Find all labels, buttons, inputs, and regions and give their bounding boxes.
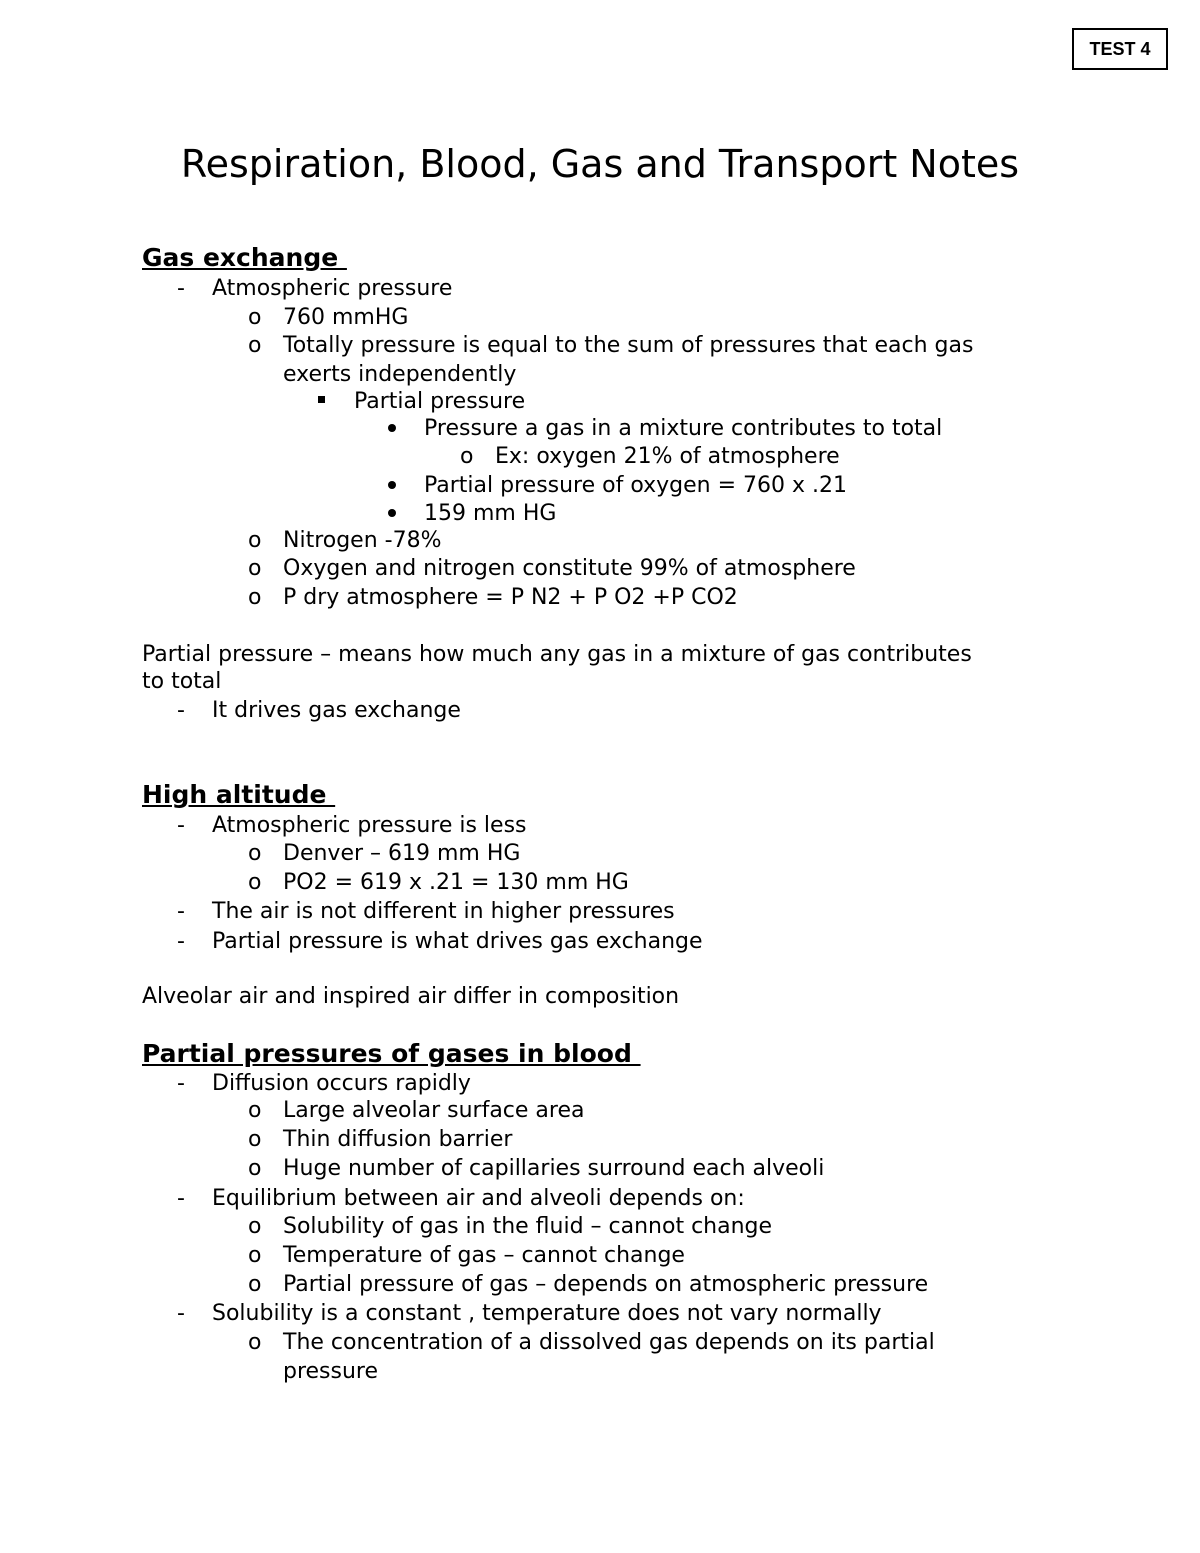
list-item: Partial pressure of oxygen = 760 x .21: [424, 473, 848, 498]
dash-marker: -: [177, 929, 185, 954]
circle-marker: o: [248, 333, 262, 358]
bullet-dot-icon: [388, 481, 396, 489]
list-item: The concentration of a dissolved gas depends on its partial: [283, 1330, 935, 1355]
heading-partial-pressures-blood: Partial pressures of gases in blood: [142, 1039, 641, 1068]
circle-marker: o: [248, 1098, 262, 1123]
list-item: Huge number of capillaries surround each alveoli: [283, 1156, 825, 1181]
list-item: Solubility of gas in the fluid – cannot change: [283, 1214, 773, 1239]
document-title: Respiration, Blood, Gas and Transport Notes: [180, 142, 1020, 186]
note-text: Alveolar air and inspired air differ in composition: [142, 984, 680, 1009]
list-item-continuation: pressure: [283, 1359, 379, 1384]
dash-marker: -: [177, 1186, 185, 1211]
list-item-continuation: exerts independently: [283, 362, 517, 387]
circle-marker: o: [248, 585, 262, 610]
list-item: Totally pressure is equal to the sum of pressures that each gas: [283, 333, 974, 358]
list-item: Partial pressure of gas – depends on atmospheric pressure: [283, 1272, 929, 1297]
bullet-dot-icon: [388, 509, 396, 517]
circle-marker: o: [248, 528, 262, 553]
dash-marker: -: [177, 899, 185, 924]
circle-marker: o: [248, 1156, 262, 1181]
dash-marker: -: [177, 698, 185, 723]
circle-marker: o: [248, 556, 262, 581]
list-item: The air is not different in higher pressures: [212, 899, 675, 924]
circle-marker: o: [248, 841, 262, 866]
list-item: Temperature of gas – cannot change: [283, 1243, 685, 1268]
list-item: Thin diffusion barrier: [283, 1127, 513, 1152]
list-item: Oxygen and nitrogen constitute 99% of atmosphere: [283, 556, 856, 581]
circle-marker: o: [248, 1272, 262, 1297]
definition-text-continuation: to total: [142, 669, 222, 694]
dash-marker: -: [177, 1301, 185, 1326]
test-label: TEST 4: [1089, 38, 1151, 59]
circle-marker: o: [248, 870, 262, 895]
list-item: Diffusion occurs rapidly: [212, 1071, 471, 1096]
list-item: Nitrogen -78%: [283, 528, 442, 553]
list-item: PO2 = 619 x .21 = 130 mm HG: [283, 870, 629, 895]
heading-high-altitude: High altitude: [142, 780, 336, 809]
list-item: Atmospheric pressure: [212, 276, 453, 301]
bullet-dot-icon: [388, 424, 396, 432]
list-item: Equilibrium between air and alveoli depends on:: [212, 1186, 745, 1211]
test-label-box: [1072, 28, 1168, 70]
definition-text: Partial pressure – means how much any gas in a mixture of gas contributes: [142, 642, 972, 667]
list-item: Partial pressure: [354, 389, 526, 414]
list-item: Pressure a gas in a mixture contributes to total: [424, 416, 943, 441]
list-item: P dry atmosphere = P N2 + P O2 +P CO2: [283, 585, 738, 610]
list-item: 760 mmHG: [283, 305, 409, 330]
list-item: Partial pressure is what drives gas exchange: [212, 929, 703, 954]
circle-marker: o: [248, 1243, 262, 1268]
square-bullet-icon: [318, 396, 325, 403]
list-item: Atmospheric pressure is less: [212, 813, 527, 838]
dash-marker: -: [177, 276, 185, 301]
list-item: Ex: oxygen 21% of atmosphere: [495, 444, 840, 469]
heading-gas-exchange: Gas exchange: [142, 243, 347, 272]
circle-marker: o: [248, 1330, 262, 1355]
list-item: Solubility is a constant , temperature does not vary normally: [212, 1301, 882, 1326]
dash-marker: -: [177, 813, 185, 838]
list-item: Denver – 619 mm HG: [283, 841, 521, 866]
dash-marker: -: [177, 1071, 185, 1096]
circle-marker: o: [248, 305, 262, 330]
circle-marker: o: [248, 1214, 262, 1239]
list-item: Large alveolar surface area: [283, 1098, 585, 1123]
list-item: 159 mm HG: [424, 501, 557, 526]
circle-marker: o: [460, 444, 474, 469]
list-item: It drives gas exchange: [212, 698, 461, 723]
circle-marker: o: [248, 1127, 262, 1152]
